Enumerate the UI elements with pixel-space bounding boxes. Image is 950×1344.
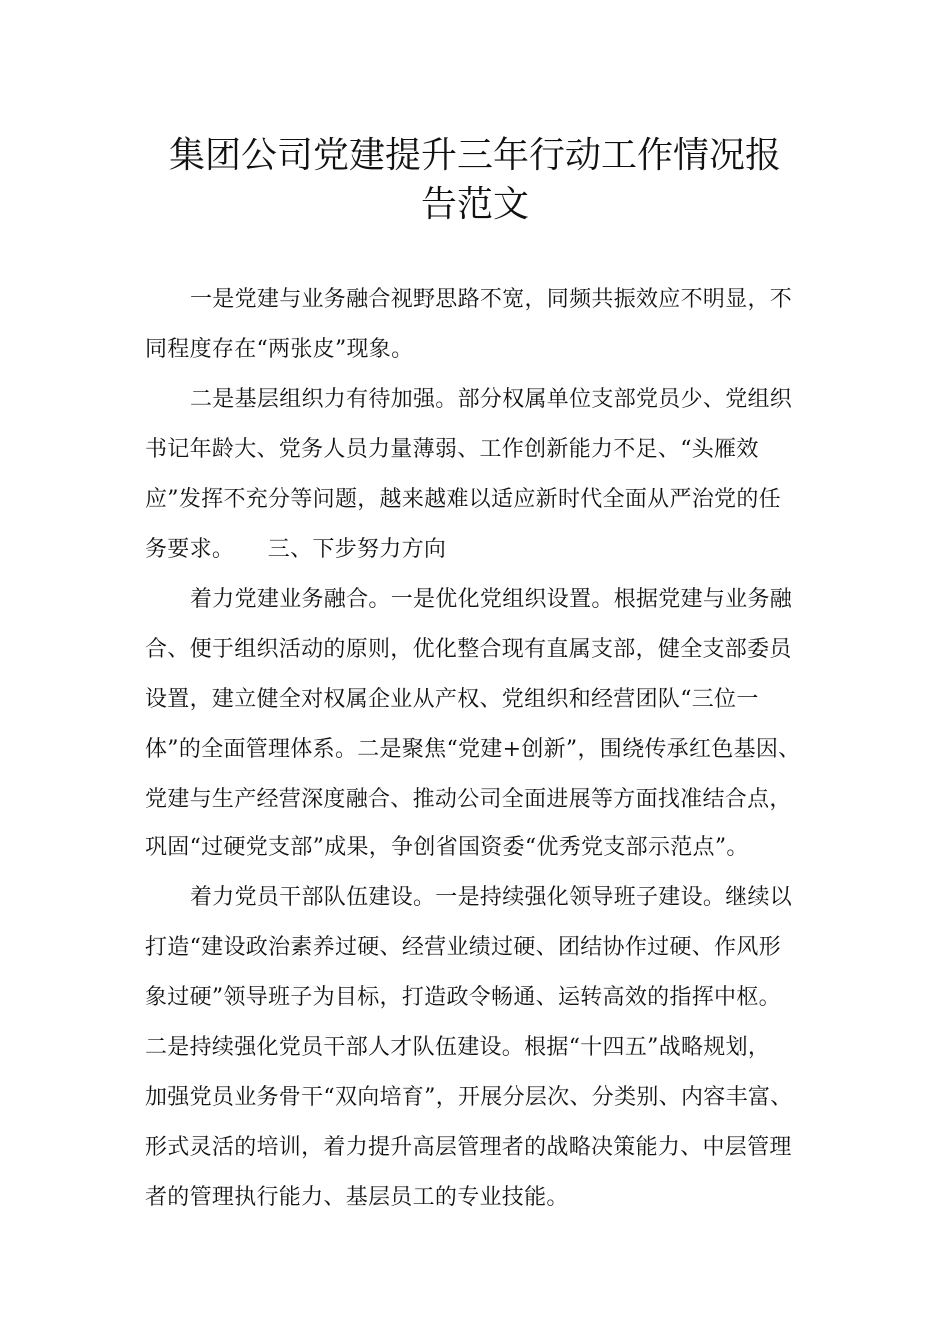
body-line-10: 体”的全面管理体系。二是聚焦“党建+创新”，围绕传承红色基因、	[145, 737, 801, 762]
body-line-14: 打造“建设政治素养过硬、经营业绩过硬、团结协作过硬、作风形	[145, 935, 781, 960]
body-line-9: 设置，建立健全对权属企业从产权、党组织和经营团队“三位一	[145, 687, 759, 712]
body-line-7: 着力党建业务融合。一是优化党组织设置。根据党建与业务融	[190, 587, 793, 612]
body-line-2: 同程度存在“两张皮”现象。	[145, 337, 414, 362]
body-line-16: 二是持续强化党员干部人才队伍建设。根据“十四五”战略规划，	[145, 1035, 771, 1060]
document-title-line-2: 告范文	[420, 184, 529, 225]
body-line-18: 形式灵活的培训，着力提升高层管理者的战略决策能力、中层管理	[145, 1135, 792, 1160]
body-line-3: 二是基层组织力有待加强。部分权属单位支部党员少、党组织	[190, 387, 793, 412]
body-line-5: 应”发挥不充分等问题，越来越难以适应新时代全面从严治党的任	[145, 487, 781, 512]
body-line-19: 者的管理执行能力、基层员工的专业技能。	[145, 1185, 569, 1210]
document-title-line-1: 集团公司党建提升三年行动工作情况报	[168, 135, 781, 176]
body-line-11: 党建与生产经营深度融合、推动公司全面进展等方面找准结合点，	[145, 787, 792, 812]
body-line-1: 一是党建与业务融合视野思路不宽，同频共振效应不明显，不	[190, 287, 793, 312]
body-line-8: 合、便于组织活动的原则，优化整合现有直属支部，健全支部委员	[145, 637, 792, 662]
body-line-4: 书记年龄大、党务人员力量薄弱、工作创新能力不足、“头雁效	[145, 437, 759, 462]
body-line-6: 务要求。 三、下步努力方向	[145, 537, 447, 562]
body-line-15: 象过硬”领导班子为目标，打造政令畅通、运转高效的指挥中枢。	[145, 985, 781, 1010]
body-line-12: 巩固“过硬党支部”成果，争创省国资委“优秀党支部示范点”。	[145, 835, 749, 860]
body-line-17: 加强党员业务骨干“双向培育”，开展分层次、分类别、内容丰富、	[145, 1085, 793, 1110]
body-line-13: 着力党员干部队伍建设。一是持续强化领导班子建设。继续以	[190, 885, 793, 910]
